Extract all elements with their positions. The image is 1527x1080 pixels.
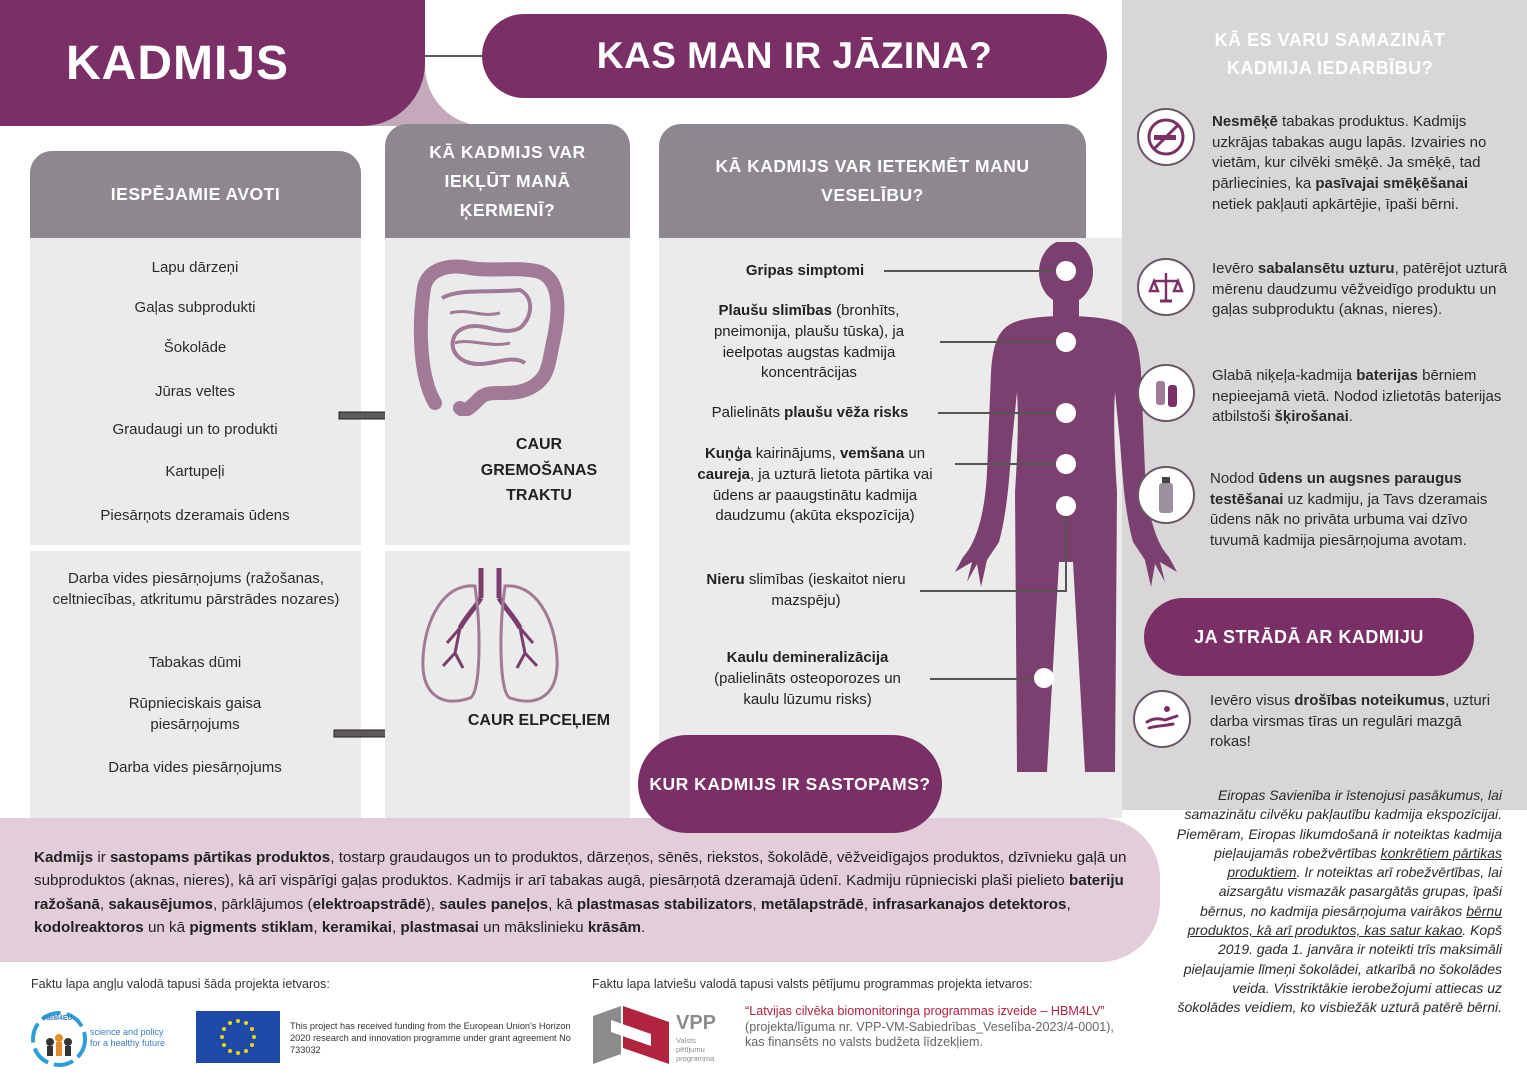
reduce-heading: KĀ ES VARU SAMAZINĀT KADMIJA IEDARBĪBU?	[1214, 30, 1446, 78]
leader-line	[1065, 514, 1067, 591]
tip-bold: pasīvajai smēķēšanai	[1315, 175, 1468, 193]
effect-lung-disease	[682, 301, 936, 384]
occ-bold: krāsām	[587, 918, 642, 936]
effect-lung-cancer	[690, 403, 930, 424]
work-heading: JA STRĀDĀ AR KADMIJU	[1144, 598, 1474, 676]
effect-bone-text: (palielināts osteoporozes un kaulu lūzumu risks)	[714, 669, 901, 708]
eu-note-link: bērnu produktos, kā arī produktos, kas satur kakao	[1187, 902, 1502, 939]
effect-bone	[700, 648, 915, 710]
vpp-logo-icon	[591, 1006, 671, 1064]
vpp-subtitle: Valsts pētījumu programma	[676, 1036, 715, 1063]
tip-text: .	[1348, 408, 1353, 426]
effect-diarrhea-bold: caureja	[697, 465, 750, 483]
effect-stomach-text: un	[904, 445, 926, 462]
tip-text: Nodod	[1210, 470, 1259, 487]
leader-line	[938, 412, 1058, 414]
digestive-route-label: CAUR GREMOŠANAS TRAKTU	[480, 436, 598, 504]
tip-work-safety	[1210, 691, 1500, 753]
eu-note-link: konkrētiem pārtikas produktiem	[1227, 844, 1502, 881]
occ-text: ),	[425, 895, 440, 913]
tip-bold: ūdens un augsnes paraugus testēšanai	[1210, 470, 1462, 508]
tip-batteries	[1212, 366, 1512, 428]
occ-bold: keramikai	[321, 918, 392, 936]
leader-line	[955, 463, 1058, 465]
occ-text: ,	[752, 895, 761, 913]
effect-kidney	[706, 570, 906, 612]
occ-text: ,	[863, 895, 873, 913]
effect-stomach	[680, 444, 950, 527]
effect-stomach-text: kairinājums,	[751, 445, 840, 462]
occ-text: ,	[313, 918, 322, 936]
eu-note-text: . Ir noteiktas arī robežvērtības, lai aizsargātu vismazāk pasargātās grupas, īpaši bērnus, no kadmija piesārņojuma vairākos	[1200, 864, 1502, 919]
eu-note-text: . Kopš 2019. gada 1. janvāra ir noteikti trīs maksimāli pieļaujamie līmeņi šokolādei, atkarībā no šokolādes veida. Visstriktākie ierobežojumi attiecas uz šokolādes veidiem, ko visbiežāk uzturā patērē bērni.	[1177, 922, 1502, 1016]
air-source-item: Darba vides piesārņojums	[108, 759, 282, 776]
occ-bold: infrasarkanajos detektoros	[872, 895, 1067, 913]
tip-text: netiek pakļauti apkārtējie, īpaši bērni.	[1212, 195, 1459, 213]
food-source-item: Jūras veltes	[154, 383, 236, 400]
occ-text: ,	[99, 895, 109, 913]
occ-text: un mākslinieku	[478, 918, 588, 936]
leader-line	[884, 270, 1056, 272]
occ-text: , tostarp graudaugos un to produktos, dārzeņos, sēnēs, riekstos, šokolādē, vēžveidīgajos produktos, dzīvnieku gaļā un subproduktos (aknas, nieres), kā arī vispārīgi gaļas produktos. Kadmijs ir arī tabakas augā, piesārņotā dzeramajā ūdenī. Kadmiju rūpnieciski plaši pielieto	[34, 849, 1127, 890]
food-source-item: Gaļas subprodukti	[134, 299, 256, 316]
tip-bold: sabalansētu uzturu	[1257, 260, 1395, 277]
effect-kidney-text: slimības (ieskaitot nieru mazspēju)	[744, 571, 906, 609]
occ-text: ,	[1066, 895, 1071, 913]
tip-no-smoking	[1212, 112, 1512, 216]
tip-text: Ievēro	[1212, 260, 1258, 277]
occ-bold: plastmasas stabilizators	[576, 895, 753, 913]
vpp-name: VPP	[676, 1012, 717, 1034]
latvian-factsheet-caption: Faktu lapa latviešu valodā tapusi valsts pētījumu programmas projekta ietvaros:	[592, 977, 1033, 991]
hbm4eu-name: HBM4EU	[43, 1015, 73, 1022]
occ-text: , kā	[548, 895, 577, 913]
occ-bold: kodolreaktoros	[34, 918, 144, 936]
occ-bold: Kadmijs	[34, 849, 94, 866]
occ-text: ,	[391, 918, 401, 936]
balanced-diet-icon	[1137, 258, 1195, 316]
hand-wash-icon	[1133, 690, 1191, 748]
occ-bold: bateriju ražošanā	[34, 872, 1124, 913]
page-subtitle: KAS MAN IR JĀZINA?	[482, 14, 1107, 98]
tip-text: bērniem nepieejamā vietā. Nodod izlietotās baterijas atbilstoši	[1212, 367, 1502, 426]
tip-water-testing	[1210, 469, 1510, 552]
tip-text: uz kadmiju, ja Tavs dzeramais ūdens nāk no privāta urbuma vai dzīvo tuvumā kadmija piesārņojuma avotam.	[1210, 490, 1488, 550]
effect-flu-bold: Gripas simptomi	[745, 262, 865, 279]
effect-lung-bold: Plaušu slimības	[718, 302, 832, 319]
tip-text: Ievēro visus	[1210, 692, 1295, 709]
occ-text: ir	[93, 849, 110, 866]
tip-text: Glabā niķeļa-kadmija	[1212, 367, 1357, 384]
occ-bold: pigments stiklam	[189, 918, 314, 936]
intestine-icon	[410, 258, 568, 416]
food-source-item: Graudaugi un to produkti	[112, 421, 278, 438]
title-connector-line	[425, 55, 485, 57]
effect-vomit-bold: vemšana	[839, 445, 905, 462]
effect-bone-bold: Kaulu demineralizācija	[726, 649, 889, 666]
no-smoking-icon	[1137, 108, 1195, 166]
body-point-bone	[1034, 668, 1054, 688]
lungs-icon	[415, 568, 565, 713]
leader-line	[920, 590, 1067, 592]
body-point-lungs	[1056, 332, 1076, 352]
food-source-item: Piesārņots dzeramais ūdens	[100, 507, 290, 524]
occ-bold: sastopams pārtikas produktos	[109, 849, 331, 866]
body-point-head	[1056, 261, 1076, 281]
occ-text: .	[641, 918, 646, 936]
tip-bold: Nesmēķē	[1212, 113, 1278, 130]
effect-lung-text: (bronhīts, pneimonija, plaušu tūska), ja ieelpotas augstas kadmija koncentrācijas	[713, 302, 905, 382]
page-title: KADMIJS	[0, 0, 425, 126]
sources-heading: IESPĒJAMIE AVOTI	[30, 151, 361, 238]
occ-bold: saules paneļos	[439, 895, 549, 913]
tip-text: tabakas produktus. Kadmijs uzkrājas tabakas augu lapās. Izvairies no vietām, kur cilvēki smēķē. Ja smēķē, tad pārliecinies, ka	[1212, 113, 1487, 193]
tip-bold: šķirošanai	[1274, 408, 1349, 426]
effect-cancer-pre: Palielināts	[711, 404, 785, 421]
routes-heading: KĀ KADMIJS VAR IEKĻŪT MANĀ ĶERMENĪ?	[385, 124, 630, 238]
eu-note-text: Eiropas Savienība ir īstenojusi pasākumus, lai samazinātu cilvēku pakļautību kadmija ekspozīcijai. Piemēram, Eiropas likumdošanā ir noteiktas kadmija pieļaujamās robežvērtības	[1176, 787, 1502, 861]
occ-bold: metālapstrādē	[760, 895, 864, 913]
tip-text: , patērējot uzturā mērenu daudzumu vēžveidīgo produktu un gaļas subproduktu (aknas, nieres).	[1212, 260, 1508, 319]
food-source-item: Kartupeļi	[165, 463, 225, 480]
food-source-item: Lapu dārzeņi	[151, 259, 239, 276]
occ-bold: sakausējumos	[108, 895, 213, 913]
effects-heading: KĀ KADMIJS VAR IETEKMĒT MANU VESELĪBU?	[659, 124, 1086, 238]
leader-line	[930, 678, 1045, 680]
grant-statement: This project has received funding from the European Union's Horizon 2020 research and innovation programme under grant agreement No 733032	[290, 1021, 571, 1055]
air-source-item: Rūpnieciskais gaisa piesārņojums	[128, 695, 262, 733]
hbm4eu-slogan: science and policy for a healthy future	[90, 1027, 166, 1048]
effect-cancer-bold: plaušu vēža risks	[784, 404, 909, 421]
occ-text: un kā	[143, 918, 190, 936]
where-heading: KUR KADMIJS IR SASTOPAMS?	[638, 735, 942, 833]
tip-bold: baterijas	[1356, 367, 1418, 384]
water-bottle-icon	[1137, 466, 1195, 524]
air-source-item: Darba vides piesārņojums (ražošanas, celtniecības, atkritumu pārstrādes nozares)	[52, 570, 340, 608]
occurrence-text	[34, 846, 1144, 939]
battery-icon	[1137, 364, 1195, 422]
body-point-stomach	[1056, 454, 1076, 474]
eu-flag-icon	[196, 1011, 280, 1063]
tip-balanced-diet	[1212, 259, 1512, 321]
vpp-project-note	[745, 1004, 1115, 1051]
occ-text: , pārklājumos (	[213, 895, 313, 913]
body-point-chest	[1056, 403, 1076, 423]
eu-measures-note	[1170, 786, 1502, 1018]
air-source-item: Tabakas dūmi	[148, 654, 242, 671]
body-point-kidney	[1056, 496, 1076, 516]
occ-bold: plastmasai	[400, 918, 479, 936]
effect-stomach-bold: Kuņģa	[704, 445, 752, 462]
leader-line	[940, 341, 1058, 343]
english-factsheet-caption: Faktu lapa angļu valodā tapusi šāda projekta ietvaros:	[31, 977, 330, 991]
tip-text: , uzturi darba virsmas tīras un regulāri mazgā rokas!	[1210, 692, 1491, 751]
respiratory-route-label: CAUR ELPCEĻIEM	[467, 712, 611, 729]
effect-stomach-text: , ja uzturā lietota pārtika vai ūdens ar paaugstinātu kadmija daudzumu (akūta ekspozīcija)	[712, 465, 933, 525]
food-source-item: Šokolāde	[163, 339, 227, 356]
vpp-project-details: (projekta/līguma nr. VPP-VM-Sabiedrības_Veselība-2023/4-0001), kas finansēts no valsts budžeta līdzekļiem.	[745, 1019, 1114, 1049]
effect-kidney-bold: Nieru	[706, 571, 745, 588]
vpp-project-name: “Latvijas cilvēka biomonitoringa programmas izveide – HBM4LV”	[745, 1004, 1105, 1018]
occ-bold: elektroapstrādē	[312, 895, 426, 913]
tip-bold: drošības noteikumus	[1294, 692, 1446, 709]
